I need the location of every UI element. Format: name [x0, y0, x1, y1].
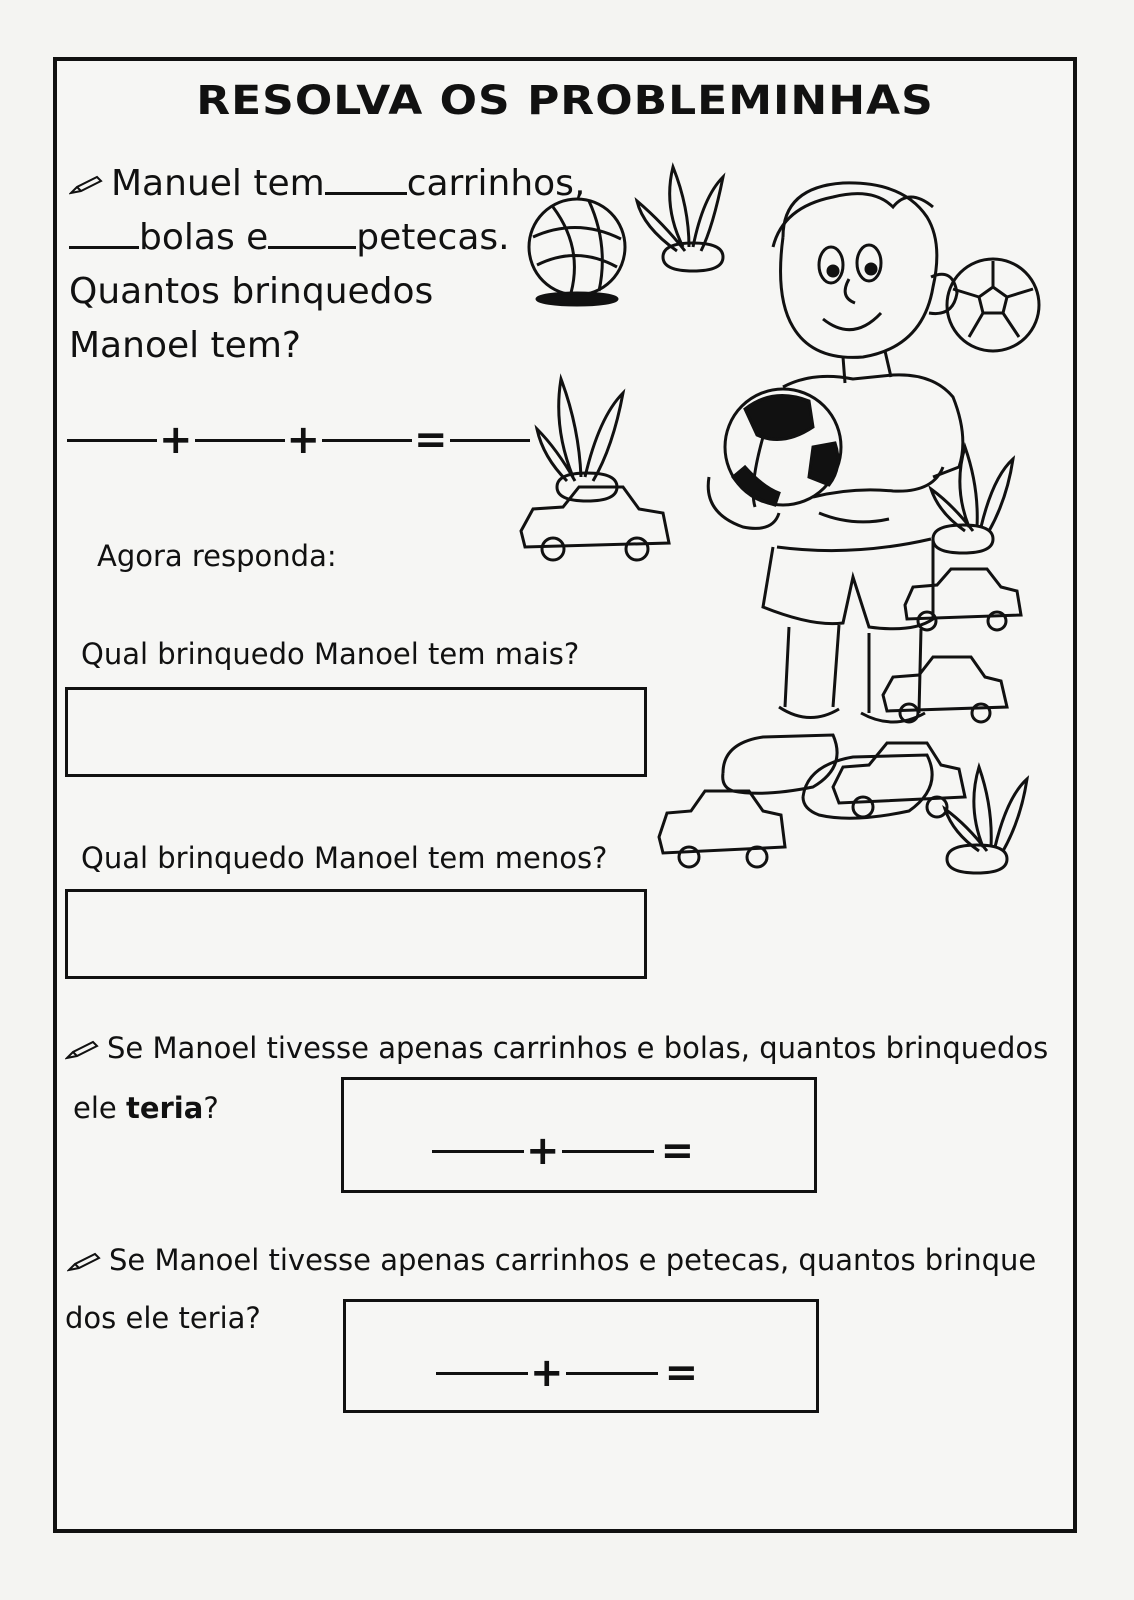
equals-sign: =	[664, 1350, 699, 1396]
worksheet-frame	[53, 57, 1077, 1533]
problem-line-1-a: Manuel tem	[111, 163, 325, 204]
problem-line-2-b: petecas.	[356, 217, 510, 258]
question-mais: Qual brinquedo Manoel tem mais?	[81, 637, 580, 671]
problem-line-3: Quantos brinquedos	[69, 271, 434, 312]
eq-blank-2[interactable]	[566, 1372, 658, 1375]
eq-blank-1[interactable]	[67, 439, 157, 442]
question-mark: ?	[203, 1091, 219, 1125]
boy-with-toys-illustration	[513, 147, 1053, 887]
shuttlecock-icon	[537, 379, 623, 501]
plus-sign: +	[286, 417, 321, 463]
blank-bolas[interactable]	[69, 212, 139, 249]
volleyball-icon	[529, 199, 625, 305]
problem-line-4: Manoel tem?	[69, 325, 301, 366]
question-carrinhos-bolas-line2	[73, 1091, 219, 1125]
answer-intro: Agora responda:	[97, 539, 337, 573]
pencil-icon	[67, 1252, 101, 1272]
soccer-ball-icon	[947, 259, 1039, 351]
eq-blank-2[interactable]	[562, 1150, 654, 1153]
worksheet-title: RESOLVA OS PROBLEMINHAS	[196, 77, 934, 124]
word-ele-teria: ele teria	[125, 1301, 246, 1335]
equals-sign: =	[660, 1128, 695, 1174]
word-teria: teria	[125, 1091, 204, 1125]
question-carrinhos-petecas-line1: Se Manoel tivesse apenas carrinhos e petecas, quantos brinque	[109, 1243, 1037, 1277]
equation-carrinhos-bolas	[432, 1128, 732, 1174]
question-mark: ?	[245, 1301, 261, 1335]
toy-car-icon	[883, 657, 1007, 722]
question-carrinhos-bolas-line1: Se Manoel tivesse apenas carrinhos e bolas, quantos brinquedos	[107, 1031, 1049, 1065]
word-ele: ele	[73, 1091, 117, 1125]
answer-box-carrinhos-bolas[interactable]	[341, 1077, 817, 1193]
boy-figure	[708, 183, 963, 818]
toy-car-icon	[659, 791, 785, 867]
toy-car-icon	[521, 487, 669, 560]
eq-blank-2[interactable]	[195, 439, 285, 442]
plus-sign: +	[159, 417, 193, 463]
problem-line-1-b: carrinhos,	[406, 163, 586, 204]
equation-total	[67, 417, 567, 467]
equals-sign: =	[414, 417, 448, 463]
plus-sign: +	[530, 1350, 564, 1396]
shuttlecock-icon	[945, 767, 1027, 873]
blank-petecas[interactable]	[268, 212, 356, 249]
question-carrinhos-bolas	[65, 1031, 1065, 1065]
answer-box-carrinhos-petecas[interactable]	[343, 1299, 819, 1413]
word-dos: dos	[65, 1301, 117, 1335]
eq-blank-3[interactable]	[322, 439, 412, 442]
question-carrinhos-petecas-line2	[65, 1301, 261, 1335]
eq-blank-1[interactable]	[432, 1150, 524, 1153]
toy-car-icon	[833, 743, 965, 817]
toy-car-icon	[905, 569, 1021, 630]
pencil-icon	[69, 175, 103, 195]
shuttlecock-icon	[931, 447, 1013, 553]
pencil-icon	[65, 1040, 99, 1060]
equation-carrinhos-petecas	[436, 1350, 736, 1396]
question-carrinhos-petecas	[67, 1243, 1067, 1277]
shuttlecock-icon	[637, 167, 723, 271]
question-menos: Qual brinquedo Manoel tem menos?	[81, 841, 608, 875]
plus-sign: +	[526, 1128, 560, 1174]
blank-carrinhos[interactable]	[325, 158, 407, 195]
answer-box-menos[interactable]	[65, 889, 647, 979]
problem-line-2-a: bolas e	[139, 217, 269, 258]
eq-blank-1[interactable]	[436, 1372, 528, 1375]
